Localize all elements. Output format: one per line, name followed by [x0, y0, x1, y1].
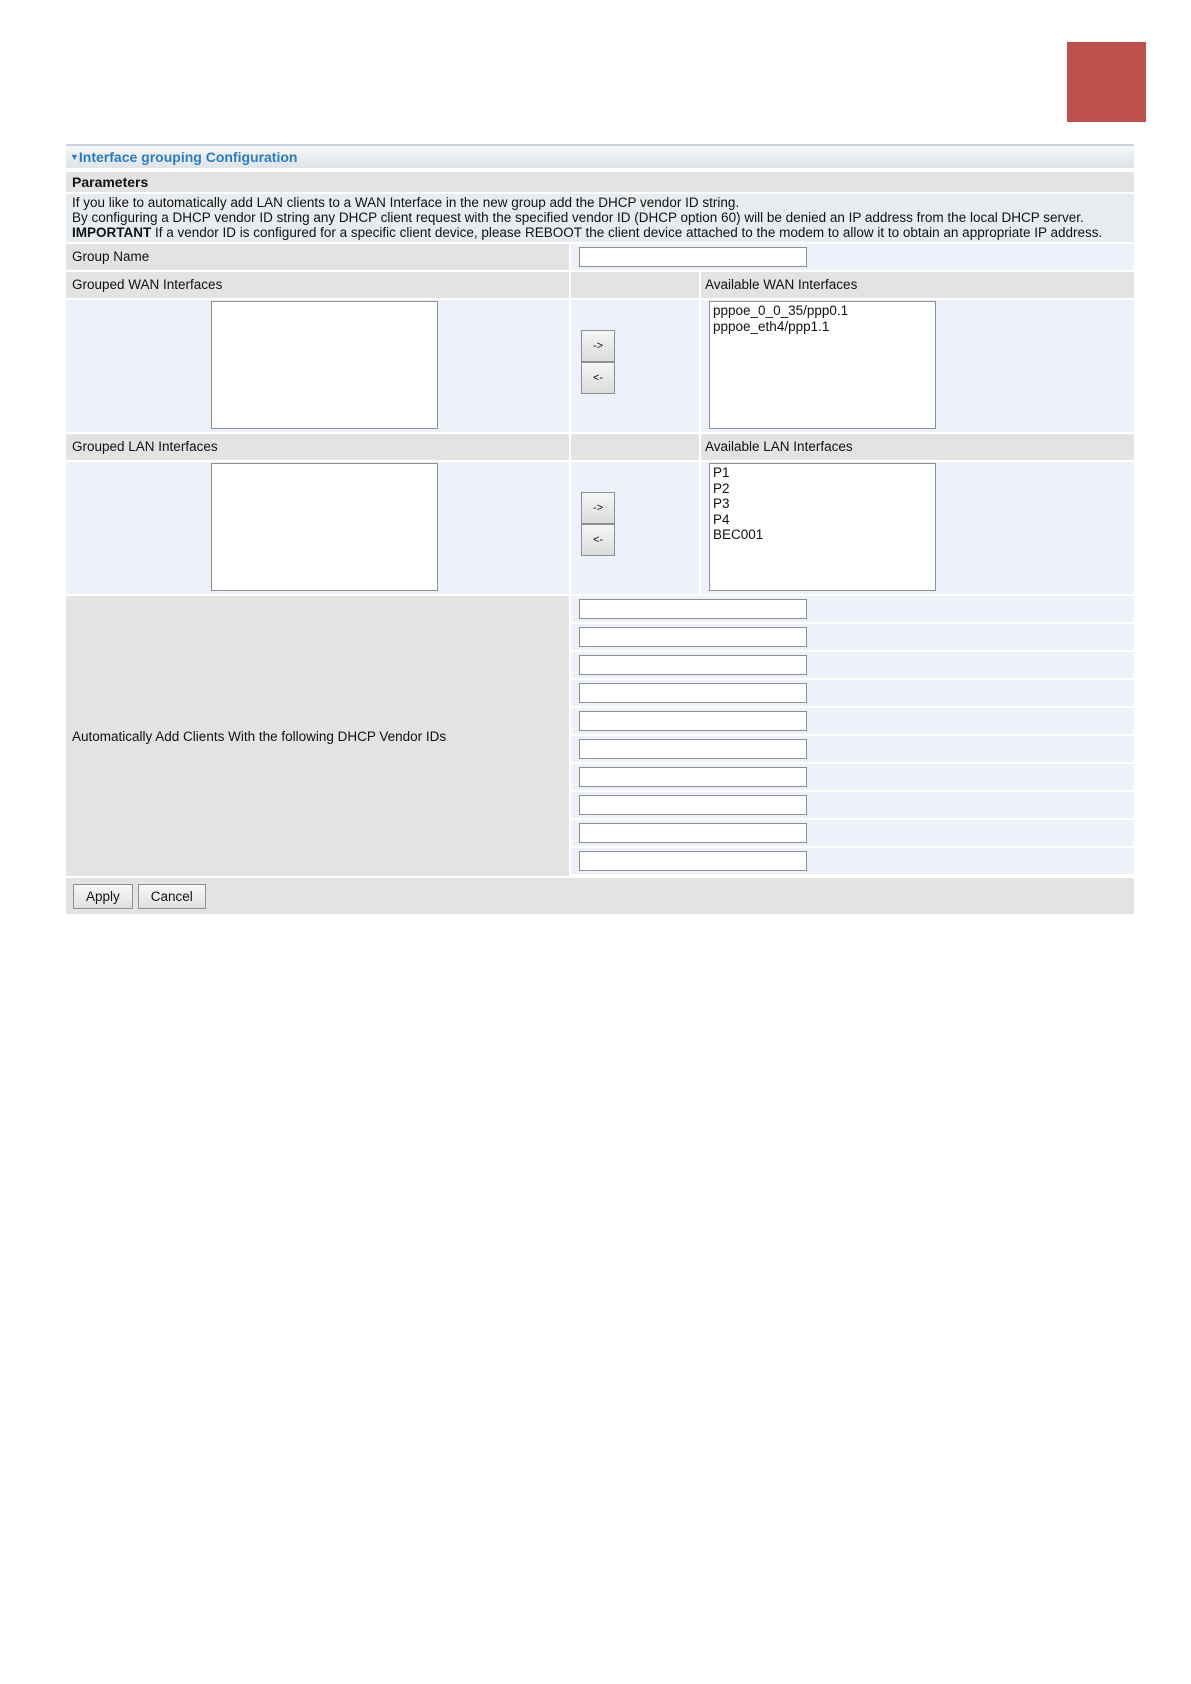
vendor-id-row: [571, 652, 1134, 678]
vendor-ids-cell: [571, 596, 1134, 876]
wan-move-buttons: [571, 300, 699, 432]
apply-button[interactable]: Apply: [73, 884, 133, 909]
group-name-label: Group Name: [66, 244, 569, 270]
section-header[interactable]: [66, 144, 1134, 168]
vendor-id-input[interactable]: [579, 655, 807, 675]
available-wan-cell: [701, 300, 1134, 432]
available-lan-option[interactable]: P4: [713, 511, 730, 527]
corner-decoration: [1067, 42, 1146, 122]
vendor-id-row: [571, 624, 1134, 650]
vendor-id-input[interactable]: [579, 767, 807, 787]
grouped-lan-label: Grouped LAN Interfaces: [66, 434, 569, 460]
available-lan-option[interactable]: BEC001: [713, 527, 764, 542]
grouped-wan-label: Grouped WAN Interfaces: [66, 272, 569, 298]
grouped-lan-cell: [66, 462, 569, 594]
available-wan-listbox[interactable]: [709, 301, 936, 429]
lan-move-right-button[interactable]: ->: [581, 492, 615, 524]
collapse-triangle-icon[interactable]: ▼: [70, 152, 79, 162]
section-title: Interface grouping Configuration: [78, 149, 298, 165]
vendor-id-row: [571, 708, 1134, 734]
vendor-id-input[interactable]: [579, 823, 807, 843]
info-line-3-text: If a vendor ID is configured for a specific client device, please REBOOT the client device attached to the modem to allow it to obtain an appropriate IP address.: [151, 225, 1103, 240]
available-wan-option[interactable]: pppoe_eth4/ppp1.1: [713, 318, 830, 334]
info-line-2: By configuring a DHCP vendor ID string any DHCP client request with the specified vendor ID (DHCP option 60) will be denied an IP address from the local DHCP server.: [72, 210, 1084, 225]
available-lan-option[interactable]: P1: [713, 465, 730, 480]
cancel-button[interactable]: Cancel: [138, 884, 206, 909]
available-lan-listbox[interactable]: [709, 463, 936, 591]
info-text: [66, 194, 1134, 242]
vendor-id-row: [571, 848, 1134, 874]
vendor-id-row: [571, 792, 1134, 818]
vendor-id-input[interactable]: [579, 795, 807, 815]
grouped-lan-listbox[interactable]: [211, 463, 438, 591]
action-bar: [66, 878, 1134, 914]
available-wan-option[interactable]: pppoe_0_0_35/ppp0.1: [713, 303, 849, 318]
vendor-id-row: [571, 736, 1134, 762]
important-label: IMPORTANT: [72, 225, 152, 240]
vendor-id-input[interactable]: [579, 851, 807, 871]
lan-buttons-header: [571, 434, 699, 460]
available-wan-label: Available WAN Interfaces: [701, 272, 1134, 298]
wan-move-left-button[interactable]: <-: [581, 362, 615, 394]
vendor-id-row: [571, 680, 1134, 706]
vendor-id-input[interactable]: [579, 627, 807, 647]
wan-buttons-header: [571, 272, 699, 298]
available-lan-option[interactable]: P3: [713, 496, 730, 511]
vendor-id-input[interactable]: [579, 683, 807, 703]
lan-move-buttons: [571, 462, 699, 594]
vendor-id-row: [571, 596, 1134, 622]
available-lan-cell: [701, 462, 1134, 594]
grouped-wan-cell: [66, 300, 569, 432]
vendor-id-input[interactable]: [579, 599, 807, 619]
wan-move-right-button[interactable]: ->: [581, 330, 615, 362]
vendor-ids-label: Automatically Add Clients With the following DHCP Vendor IDs: [66, 596, 569, 876]
vendor-id-input[interactable]: [579, 739, 807, 759]
vendor-id-row: [571, 764, 1134, 790]
group-name-cell: [571, 244, 1134, 270]
available-lan-option[interactable]: P2: [713, 480, 730, 496]
interface-grouping-panel: [66, 144, 1134, 914]
grouped-wan-listbox[interactable]: [211, 301, 438, 429]
lan-move-left-button[interactable]: <-: [581, 524, 615, 556]
available-lan-label: Available LAN Interfaces: [701, 434, 1134, 460]
info-line-3: [72, 225, 1128, 240]
group-name-input[interactable]: [579, 247, 807, 267]
info-line-1: If you like to automatically add LAN clients to a WAN Interface in the new group add the DHCP vendor ID string.: [72, 195, 740, 210]
vendor-id-input[interactable]: [579, 711, 807, 731]
parameters-heading: Parameters: [66, 172, 1134, 192]
vendor-id-row: [571, 820, 1134, 846]
